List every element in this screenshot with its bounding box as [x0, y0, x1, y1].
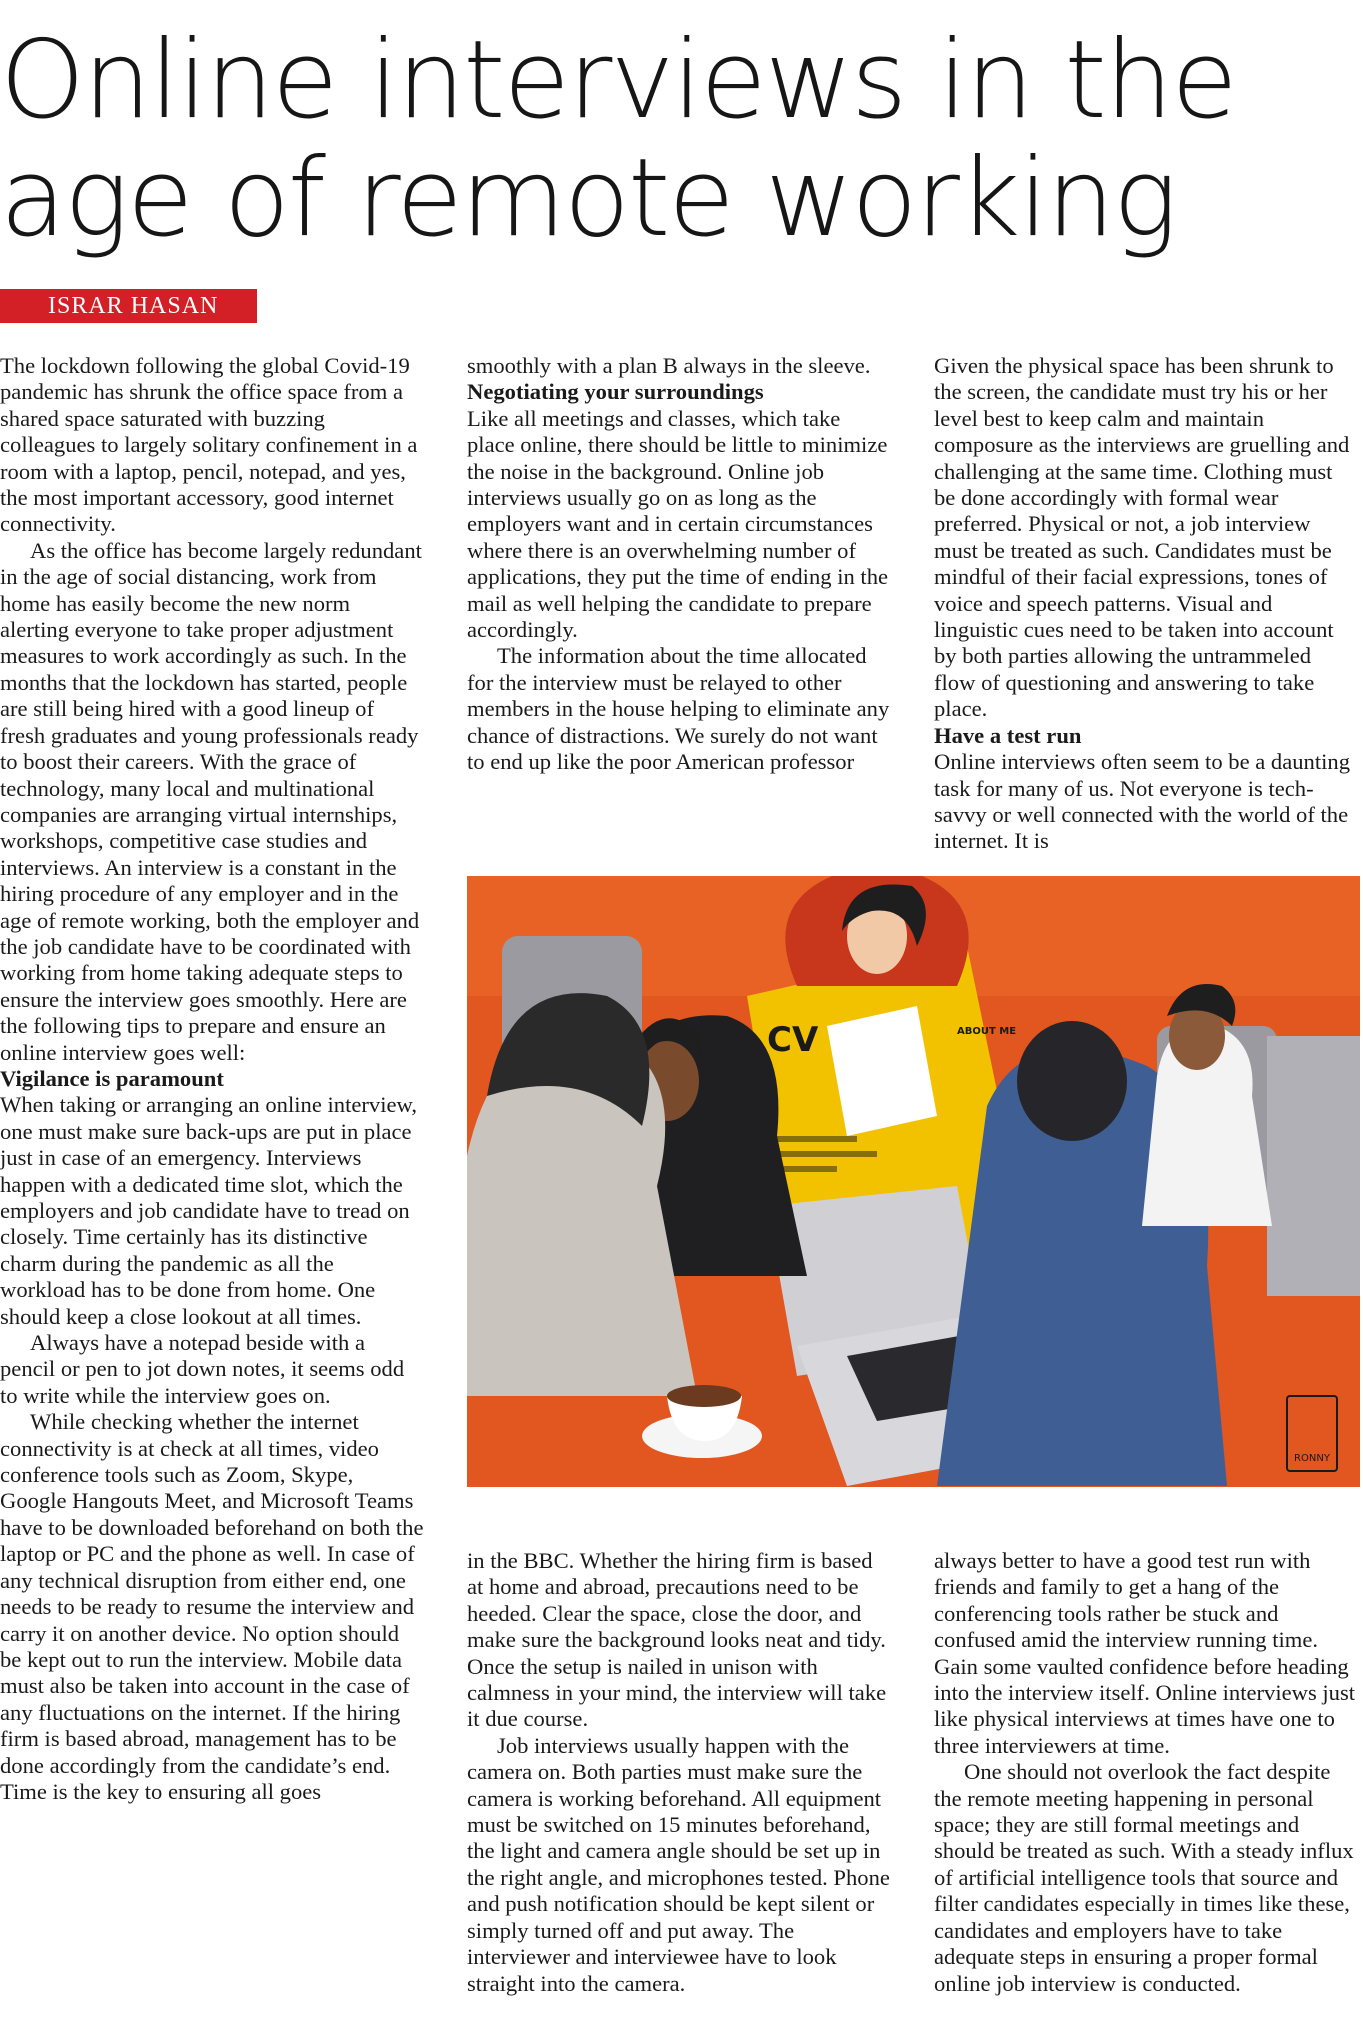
- subheading-vigilance: Vigilance is paramount: [0, 1065, 224, 1091]
- about-label: ABOUT ME: [957, 1026, 1017, 1037]
- column-1: [0, 353, 424, 1805]
- paragraph: While checking whether the internet connectivity is at check at all times, video conference tools such as Zoom, Skype, Google Hangouts Meet, and Microsoft Teams have to be downloaded beforehand on both the laptop or PC and the phone as well. In case of any technical disruption from either end, one needs to be ready to resume the interview and carry it on another device. No option should be kept out to run the interview. Mobile data must also be taken into account in the case of any fluctuations on the internet. If the hiring firm is based abroad, management has to be done accordingly from the candidate’s end. Time is the key to ensuring all goes: [0, 1409, 424, 1804]
- paragraph: The information about the time allocated for the interview must be relayed to other members in the house helping to eliminate any chance of distractions. We surely do not want to end up like the poor American professor: [467, 643, 890, 775]
- paragraph: One should not overlook the fact despite the remote meeting happening in personal space; they are still formal meetings and should be treated as such. With a steady influx of artificial intelligence tools that source and filter candidates especially in times like these, candidates and employers have to take adequate steps in ensuring a proper formal online job interview is conducted.: [934, 1759, 1354, 1996]
- artist-signature: RONNY: [1294, 1453, 1330, 1464]
- subheading-test-run: Have a test run: [934, 722, 1082, 748]
- paragraph: The lockdown following the global Covid-19 pandemic has shrunk the office space from a shared space saturated with buzzing colleagues to largely solitary confinement in a room with a laptop, pencil, notepad, and yes, the most important accessory, good internet connectivity.: [0, 353, 418, 537]
- column-2-top: [467, 353, 891, 776]
- byline: ISRAR HASAN: [0, 289, 257, 323]
- illustration: [467, 876, 1360, 1487]
- paragraph: Always have a notepad beside with a pencil or pen to jot down notes, it seems odd to write while the interview goes on.: [0, 1330, 405, 1408]
- paragraph: Like all meetings and classes, which take place online, there should be little to minimize the noise in the background. Online job interviews usually go on as long as the employers want and in certain circumstances where there is an overwhelming number of applications, they put the time of ending in the mail as well helping the candidate to prepare accordingly.: [467, 405, 889, 643]
- column-2-bottom: [467, 1548, 891, 1997]
- headline: Online interviews in the age of remote working: [0, 18, 1236, 261]
- cv-label: CV: [767, 1020, 819, 1060]
- paragraph: Online interviews often seem to be a daunting task for many of us. Not everyone is tech-savvy or well connected with the world of the internet. It is: [934, 749, 1350, 854]
- paragraph: in the BBC. Whether the hiring firm is based at home and abroad, precautions need to be heeded. Clear the space, close the door, and make sure the background looks neat and tidy. Once the setup is nailed in unison with calmness in your mind, the interview will take it due course.: [467, 1548, 887, 1732]
- paragraph: always better to have a good test run with friends and family to get a hang of the conferencing tools rather be stuck and confused amid the interview running time. Gain some vaulted confidence before heading into the interview itself. Online interviews just like physical interviews at times have one to three interviewers at time.: [934, 1548, 1356, 1758]
- paragraph: Job interviews usually happen with the camera on. Both parties must make sure the camera is working beforehand. All equipment must be switched on 15 minutes beforehand, the light and camera angle should be set up in the right angle, and microphones tested. Phone and push notification should be kept silent or simply turned off and put away. The interviewer and interviewee have to look straight into the camera.: [467, 1732, 890, 1996]
- paper: [827, 1006, 937, 1136]
- interview-illustration: [467, 876, 1360, 1487]
- subheading-surroundings: Negotiating your surroundings: [467, 379, 764, 405]
- paragraph: When taking or arranging an online interview, one must make sure back-ups are put in place just in case of an emergency. Interviews happen with a dedicated time slot, which the employers and job candidate have to tread on closely. Time certainly has its distinctive charm during the pandemic as all the workload has to be done from home. One should keep a close lookout at all times.: [0, 1092, 418, 1329]
- paragraph: smoothly with a plan B always in the sleeve.: [467, 353, 871, 378]
- paragraph: As the office has become largely redundant in the age of social distancing, work from home has easily become the new norm alerting everyone to take proper adjustment measures to work accordingly as such. In the months that the lockdown has started, people are still being hired with a good lineup of fresh graduates and young professionals ready to boost their careers. With the grace of technology, many local and multinational companies are arranging virtual internships, workshops, competitive case studies and interviews. An interview is a constant in the hiring procedure of any employer and in the age of remote working, both the employer and the job candidate have to be coordinated with working from home taking adequate steps to ensure the interview goes smoothly. Here are the following tips to prepare and ensure an online interview goes well:: [0, 537, 422, 1065]
- paragraph: Given the physical space has been shrunk to the screen, the candidate must try his or her level best to keep calm and maintain composure as the interviews are gruelling and challenging at the same time. Clothing must be done accordingly with formal wear preferred. Physical or not, a job interview must be treated as such. Candidates must be mindful of their facial expressions, tones of voice and speech patterns. Visual and linguistic cues need to be taken into account by both parties allowing the untrammeled flow of questioning and answering to take place.: [934, 353, 1350, 722]
- column-3-bottom: [934, 1548, 1358, 1997]
- column-3-top: [934, 353, 1358, 855]
